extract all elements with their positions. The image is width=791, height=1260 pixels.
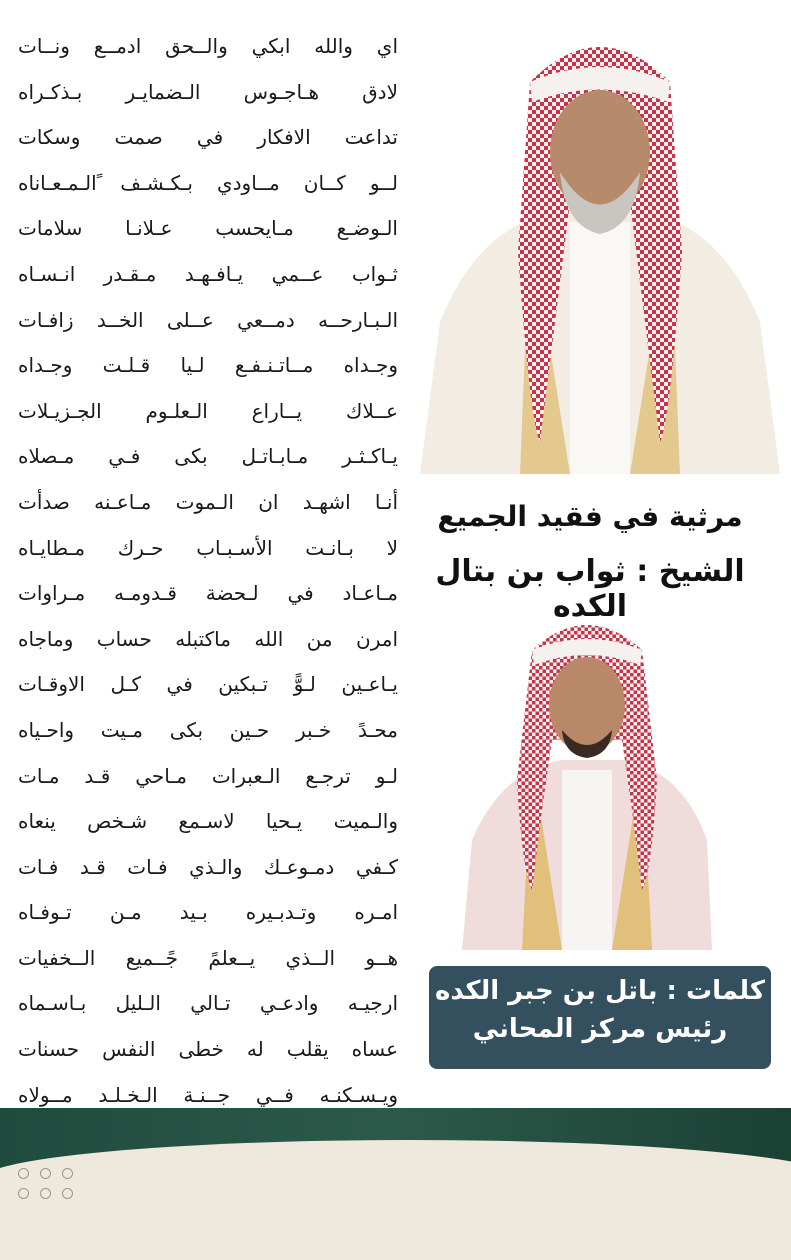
poem-line: كـفي دمـوعـك والـذي فـات قـد فـات [18,854,398,879]
poem-line: اي والله ابكي والــحق ادمــع ونــات [18,34,398,58]
decorative-dots [18,1168,88,1200]
poem-line: الـوضـع مـايحسب عـلانـا سلامات [18,216,398,241]
poem-line: هــو الــذي يــعلمً جًــميع الــخفيات [18,945,398,970]
poem-line: امرن من الله ماكتبله حساب وماجاه [18,626,398,651]
poem-line: لا بـانـت الأسـبـاب حـرك مـطايـاه [18,535,398,560]
portrait-deceased-photo [420,22,780,474]
poem-line: مـاعـاد في لـحضة قـدومـه مـراوات [18,581,398,606]
poem-line: وجـداه مــاتـنـفـع لـيا قـلـت وجـداه [18,353,398,378]
poem-line: محـدً خـبر حـين بكى مـيت واحـياه [18,717,398,742]
poem-lines [18,24,398,1118]
poem-line: ارجيـه وادعـي تـالي الـليل بـاسـماه [18,991,398,1016]
title-line-2: الشيخ : ثواب بن بتال الكده [435,554,745,624]
credits-role: رئيس مركز المحاني [472,1014,728,1044]
dot-icon [18,1188,29,1199]
poem-line: يـاعـين لـوًّ تـبكين في كـل الاوقـات [18,672,398,697]
poem-line: عــلاك يــاراع الـعلـوم الجـزيـلات [18,398,398,423]
poem-line: الـبـارحــه دمــعي عــلى الخــد زافـات [18,307,398,332]
poem-line: لـو ترجـع الـعبرات مـاحي قـد مـات [18,763,398,788]
dot-icon [62,1188,73,1199]
dot-icon [40,1188,51,1199]
poem-line: والـميت يـحيا لاسـمع شـخص ينعاه [18,809,398,834]
poem-line: أنـا اشهـد ان الـموت مـاعـنه صدأت [18,489,398,514]
credits-author: كلمات : باتل بن جبر الكده [434,976,766,1006]
title-line-1: مرثية في فقيد الجميع [437,500,743,533]
footer-cream-wave [0,1140,791,1260]
poem-line: عساه يقلب له خطى النفس حسنات [18,1037,398,1062]
dot-icon [62,1168,73,1179]
credits-box [429,966,771,1069]
dot-icon [40,1168,51,1179]
poem-line: ويـسـكنـه فــي جــنـة الـخـلـد مــولاه [18,1082,398,1107]
poem-line: امـره وتـدبـيره بـيد مـن تـوفـاه [18,900,398,925]
poem-line: يـاكـثـر مـابـاتـل بكى فـي مـصلاه [18,444,398,469]
poem-line: ثـواب عــمي يـافـهـد مـقـدر انـسـاه [18,261,398,286]
poem-line: لــو كــان مــاودي بـكـشـف ًالـمـعـاناه [18,170,398,195]
portrait-poet-photo [462,610,712,950]
poem-line: تداعت الافكار في صمت وسكات [18,125,398,150]
dot-icon [18,1168,29,1179]
poem-line: لادق هـاجـوس الـضمايـر بـذكـراه [18,79,398,104]
